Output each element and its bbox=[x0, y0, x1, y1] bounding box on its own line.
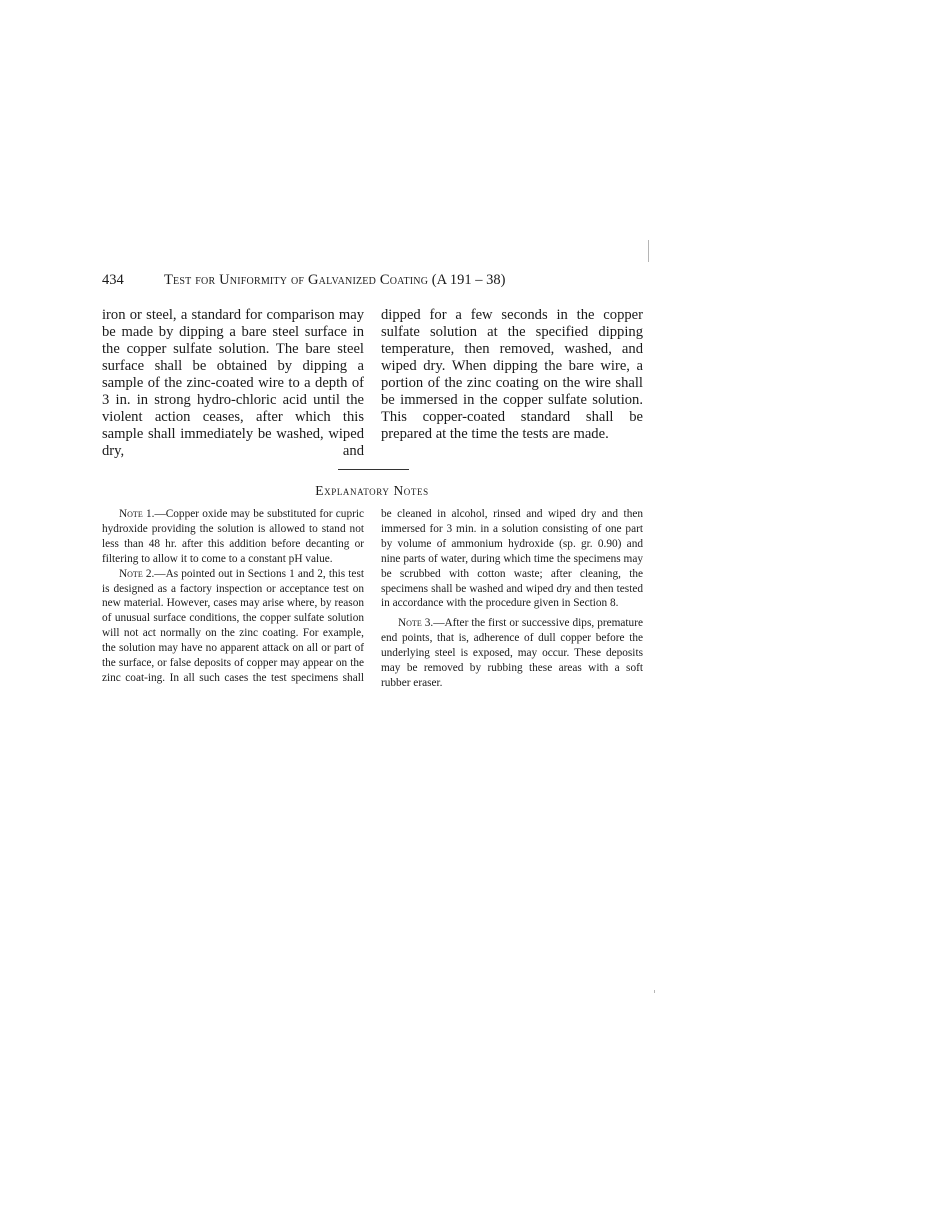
note-1-text: —Copper oxide may be substituted for cupric hydroxide providing the solution is allowed to stand not less than 48 hr. after this addition before decanting or filtering to allow it to come to a constant pH value. bbox=[102, 508, 365, 565]
body-paragraph-right: dipped for a few seconds in the copper sulfate solution at the specified dipping temperature, then removed, washed, and wiped dry. When dipping the bare wire, a portion of the zinc coating on the wire shall be immersed in the copper sulfate solution. This copper-coated standard shall be prepared at the time the tests are made. bbox=[381, 307, 643, 442]
scan-speck bbox=[654, 990, 655, 993]
notes-column-right bbox=[381, 507, 643, 691]
scan-speck bbox=[648, 240, 649, 262]
running-title: Test for Uniformity of Galvanized Coating bbox=[164, 272, 429, 288]
note-3-label: Note 3. bbox=[398, 617, 434, 630]
note-3 bbox=[381, 616, 643, 691]
body-column-right bbox=[381, 307, 643, 443]
note-2 bbox=[102, 567, 364, 686]
body-paragraph-left: iron or steel, a standard for comparison may be made by dipping a bare steel surface in the copper sulfate solution. The bare steel surface shall be obtained by dipping a sample of the zinc-coated wire to a depth of 3 in. in strong hydro-chloric acid until the violent action ceases, after which this sample shall immediately be washed, wiped dry, and bbox=[102, 307, 364, 459]
note-2-label: Note 2. bbox=[119, 567, 155, 580]
note-1 bbox=[102, 507, 364, 567]
section-divider-rule bbox=[338, 469, 409, 470]
body-column-left bbox=[102, 307, 364, 460]
notes-column-left bbox=[102, 507, 364, 686]
note-2-continuation: be cleaned in alcohol, rinsed and wiped dry and then immersed for 3 min. in a solution consisting of one part by volume of ammonium hydroxide (sp. gr. 0.90) and nine parts of water, during which time the specimens may be scrubbed with cotton waste; after cleaning, the specimens shall be washed and wiped dry and then tested in accordance with the procedure given in Section 8. bbox=[381, 508, 643, 610]
explanatory-notes-heading: Explanatory Notes bbox=[315, 483, 429, 498]
note-3-text: —After the first or successive dips, premature end points, that is, adherence of dull copper before the underlying steel is exposed, may occur. These deposits may be removed by rubbing these areas with a soft rubber eraser. bbox=[381, 617, 643, 689]
note-1-label: Note 1. bbox=[119, 508, 155, 520]
standard-designation: (A 191 – 38) bbox=[431, 272, 506, 288]
running-header bbox=[102, 271, 642, 289]
page-number: 434 bbox=[102, 272, 124, 288]
note-2-text: —As pointed out in Sections 1 and 2, this test is designed as a factory inspection or acceptance test on new material. However, cases may arise where, by reason of unusual surface conditions, the copper sulfate solution will not act normally on the zinc coating. For example, the solution may have no apparent attack on all or part of the surface, or false deposits of copper may appear on the zinc coat-ing. In all such cases the test specimens shall bbox=[102, 567, 364, 684]
